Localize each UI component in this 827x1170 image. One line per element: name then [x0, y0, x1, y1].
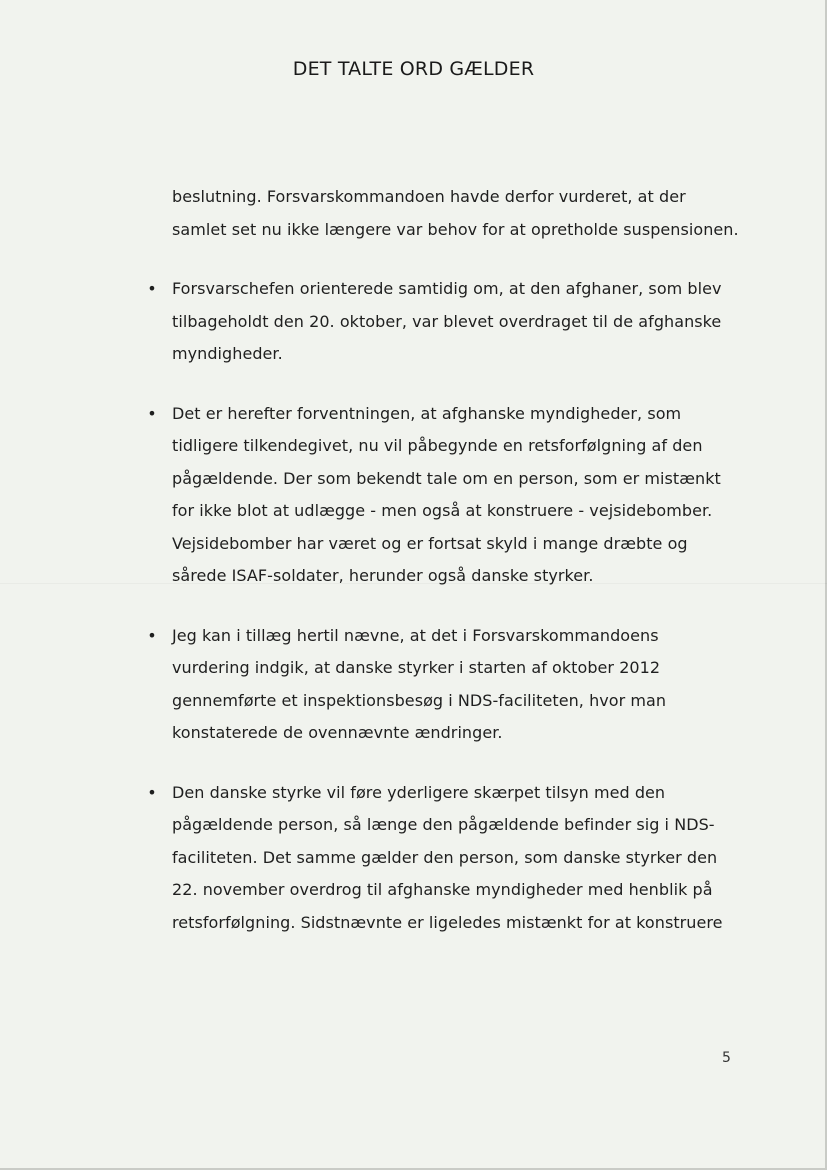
text-line: samlet set nu ikke længere var behov for at opretholde suspensionen.: [172, 219, 739, 239]
text-line: tidligere tilkendegivet, nu vil påbegynde en retsforfølgning af den: [172, 436, 703, 455]
text-line: retsforfølgning. Sidstnævnte er ligeledes mistænkt for at konstruere: [172, 912, 723, 932]
text-line: sårede ISAF-soldater, herunder også danske styrker.: [172, 566, 594, 585]
document-body: [147, 181, 752, 966]
bullet-icon: •: [147, 625, 157, 645]
bullet-item: [147, 620, 752, 750]
text-line: for ikke blot at udlægge - men også at konstruere - vejsidebomber.: [172, 501, 713, 520]
continuation-paragraph: [172, 181, 752, 246]
bullet-icon: •: [147, 279, 157, 298]
text-line: tilbageholdt den 20. oktober, var blevet overdraget til de afghanske: [172, 311, 722, 331]
text-line: vurdering indgik, at danske styrker i starten af oktober 2012: [172, 658, 661, 677]
page-number: 5: [722, 1050, 731, 1066]
text-line: pågældende person, så længe den pågældende befinder sig i NDS-: [172, 815, 715, 834]
text-line: faciliteten. Det samme gælder den person, som danske styrker den: [172, 847, 718, 867]
bullet-item: [147, 777, 752, 940]
text-line: Vejsidebomber har været og er fortsat skyld i mange dræbte og: [172, 533, 688, 553]
text-line: Den danske styrke vil føre yderligere skærpet tilsyn med den: [172, 782, 666, 802]
text-line: myndigheder.: [172, 344, 283, 363]
text-line: pågældende. Der som bekendt tale om en person, som er mistænkt: [172, 468, 721, 488]
text-line: gennemførte et inspektionsbesøg i NDS-faciliteten, hvor man: [172, 690, 667, 710]
bullet-icon: •: [147, 782, 157, 802]
text-line: 22. november overdrog til afghanske myndigheder med henblik på: [172, 880, 713, 899]
page-header: DET TALTE ORD GÆLDER: [292, 58, 535, 80]
bullet-item: [147, 273, 752, 371]
text-line: konstaterede de ovennævnte ændringer.: [172, 723, 503, 742]
text-line: beslutning. Forsvarskommandoen havde derfor vurderet, at der: [172, 187, 686, 206]
bullet-item: [147, 398, 752, 593]
bullet-icon: •: [147, 403, 157, 423]
text-line: Det er herefter forventningen, at afghanske myndigheder, som: [172, 403, 682, 423]
text-line: Forsvarschefen orienterede samtidig om, at den afghaner, som blev: [172, 279, 722, 298]
text-line: Jeg kan i tillæg hertil nævne, at det i Forsvarskommandoens: [172, 625, 659, 645]
